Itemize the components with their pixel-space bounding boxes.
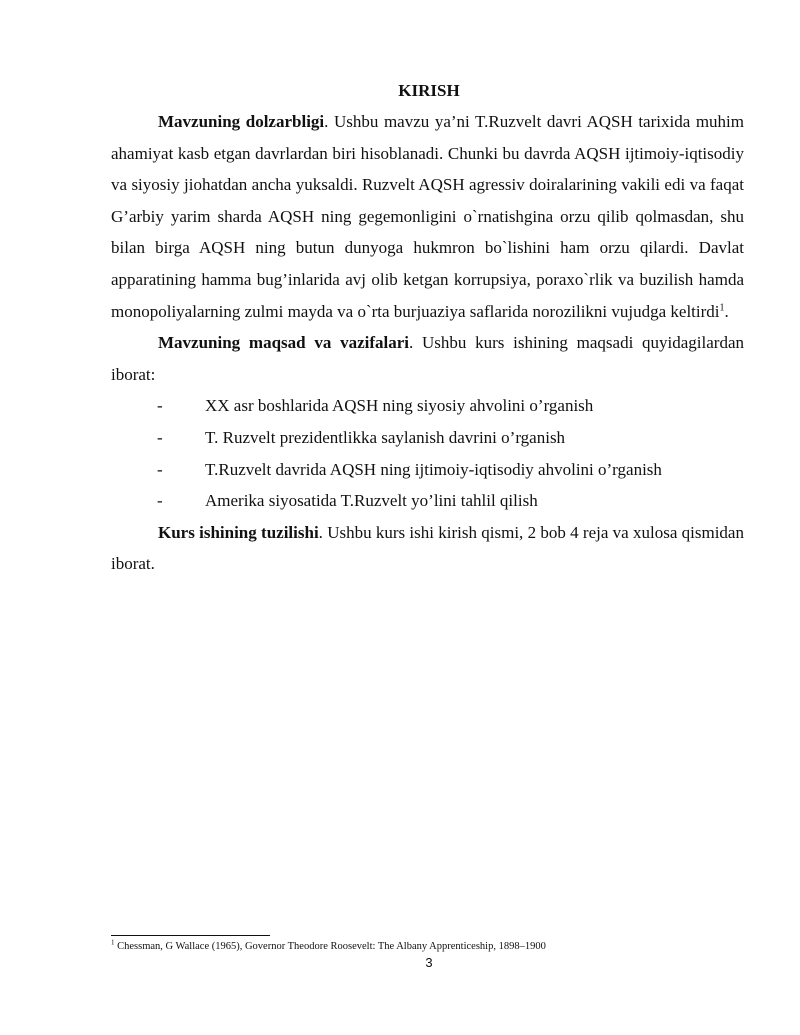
- goals-list: [111, 390, 744, 516]
- list-item: [111, 454, 744, 486]
- goals-text: . Ushbu kurs ishining maqsadi quyidagilardan iborat:: [111, 333, 744, 384]
- list-dash: -: [157, 491, 163, 511]
- structure-text: . Ushbu kurs ishi kirish qismi, 2 bob 4 reja va xulosa qismidan iborat.: [111, 522, 744, 574]
- page-heading: KIRISH: [398, 81, 460, 100]
- list-item: [111, 485, 744, 517]
- relevance-paragraph: [111, 106, 744, 327]
- list-item-text: T. Ruzvelt prezidentlikka saylanish davrini o’rganish: [205, 427, 566, 447]
- structure-label: Kurs ishining tuzilishi: [158, 522, 319, 542]
- footnote-number: 1: [111, 938, 115, 947]
- footnote-separator: [111, 935, 270, 936]
- footnote-text: Chessman, G Wallace (1965), Governor Theodore Roosevelt: The Albany Apprenticeship, 1898–1900: [114, 941, 546, 952]
- relevance-text: . Ushbu mavzu ya’ni T.Ruzvelt davri AQSH tarixida muhim ahamiyat kasb etgan davrlardan biri hisoblanadi. Chunki bu davrda AQSH ijtimoiy-iqtisodiy va siyosiy jiohatdan ancha yuksaldi. Ruzvelt AQSH agressiv doiralarining vakili edi va faqat G’arbiy yarim sharda AQSH ning gegemonligini o`rnatishgina orzu qilib qolmasdan, shu bilan birga AQSH ning butun dunyoga hukmron bo`lishini ham orzu qilardi. Davlat apparatining hamma bug’inlarida avj olib ketgan korrupsiya, poraxo`rlik va buzilish hamda monopoliyalarning zulmi mayda va o`rta burjuaziya saflarida norozilikni vujudga keltirdi: [111, 112, 744, 321]
- list-item-text: Amerika siyosatida T.Ruzvelt yo’lini tahlil qilish: [205, 491, 538, 511]
- footnote-reference[interactable]: 1: [719, 301, 725, 313]
- list-item-text: T.Ruzvelt davrida AQSH ning ijtimoiy-iqtisodiy ahvolini o’rganish: [205, 459, 662, 479]
- relevance-label: Mavzuning dolzarbligi: [158, 112, 325, 131]
- goals-label: Mavzuning maqsad va vazifalari: [158, 333, 409, 353]
- list-dash: -: [157, 427, 163, 447]
- list-item-text: XX asr boshlarida AQSH ning siyosiy ahvolini o’rganish: [205, 396, 594, 416]
- list-item: [111, 390, 744, 422]
- body-text: [111, 106, 744, 580]
- footnote: [111, 940, 751, 954]
- structure-paragraph: [111, 517, 744, 580]
- list-dash: -: [157, 396, 163, 416]
- list-dash: -: [157, 459, 163, 479]
- goals-paragraph: [111, 327, 744, 390]
- list-item: [111, 422, 744, 454]
- page-number: 3: [425, 955, 433, 970]
- relevance-end: .: [724, 301, 729, 321]
